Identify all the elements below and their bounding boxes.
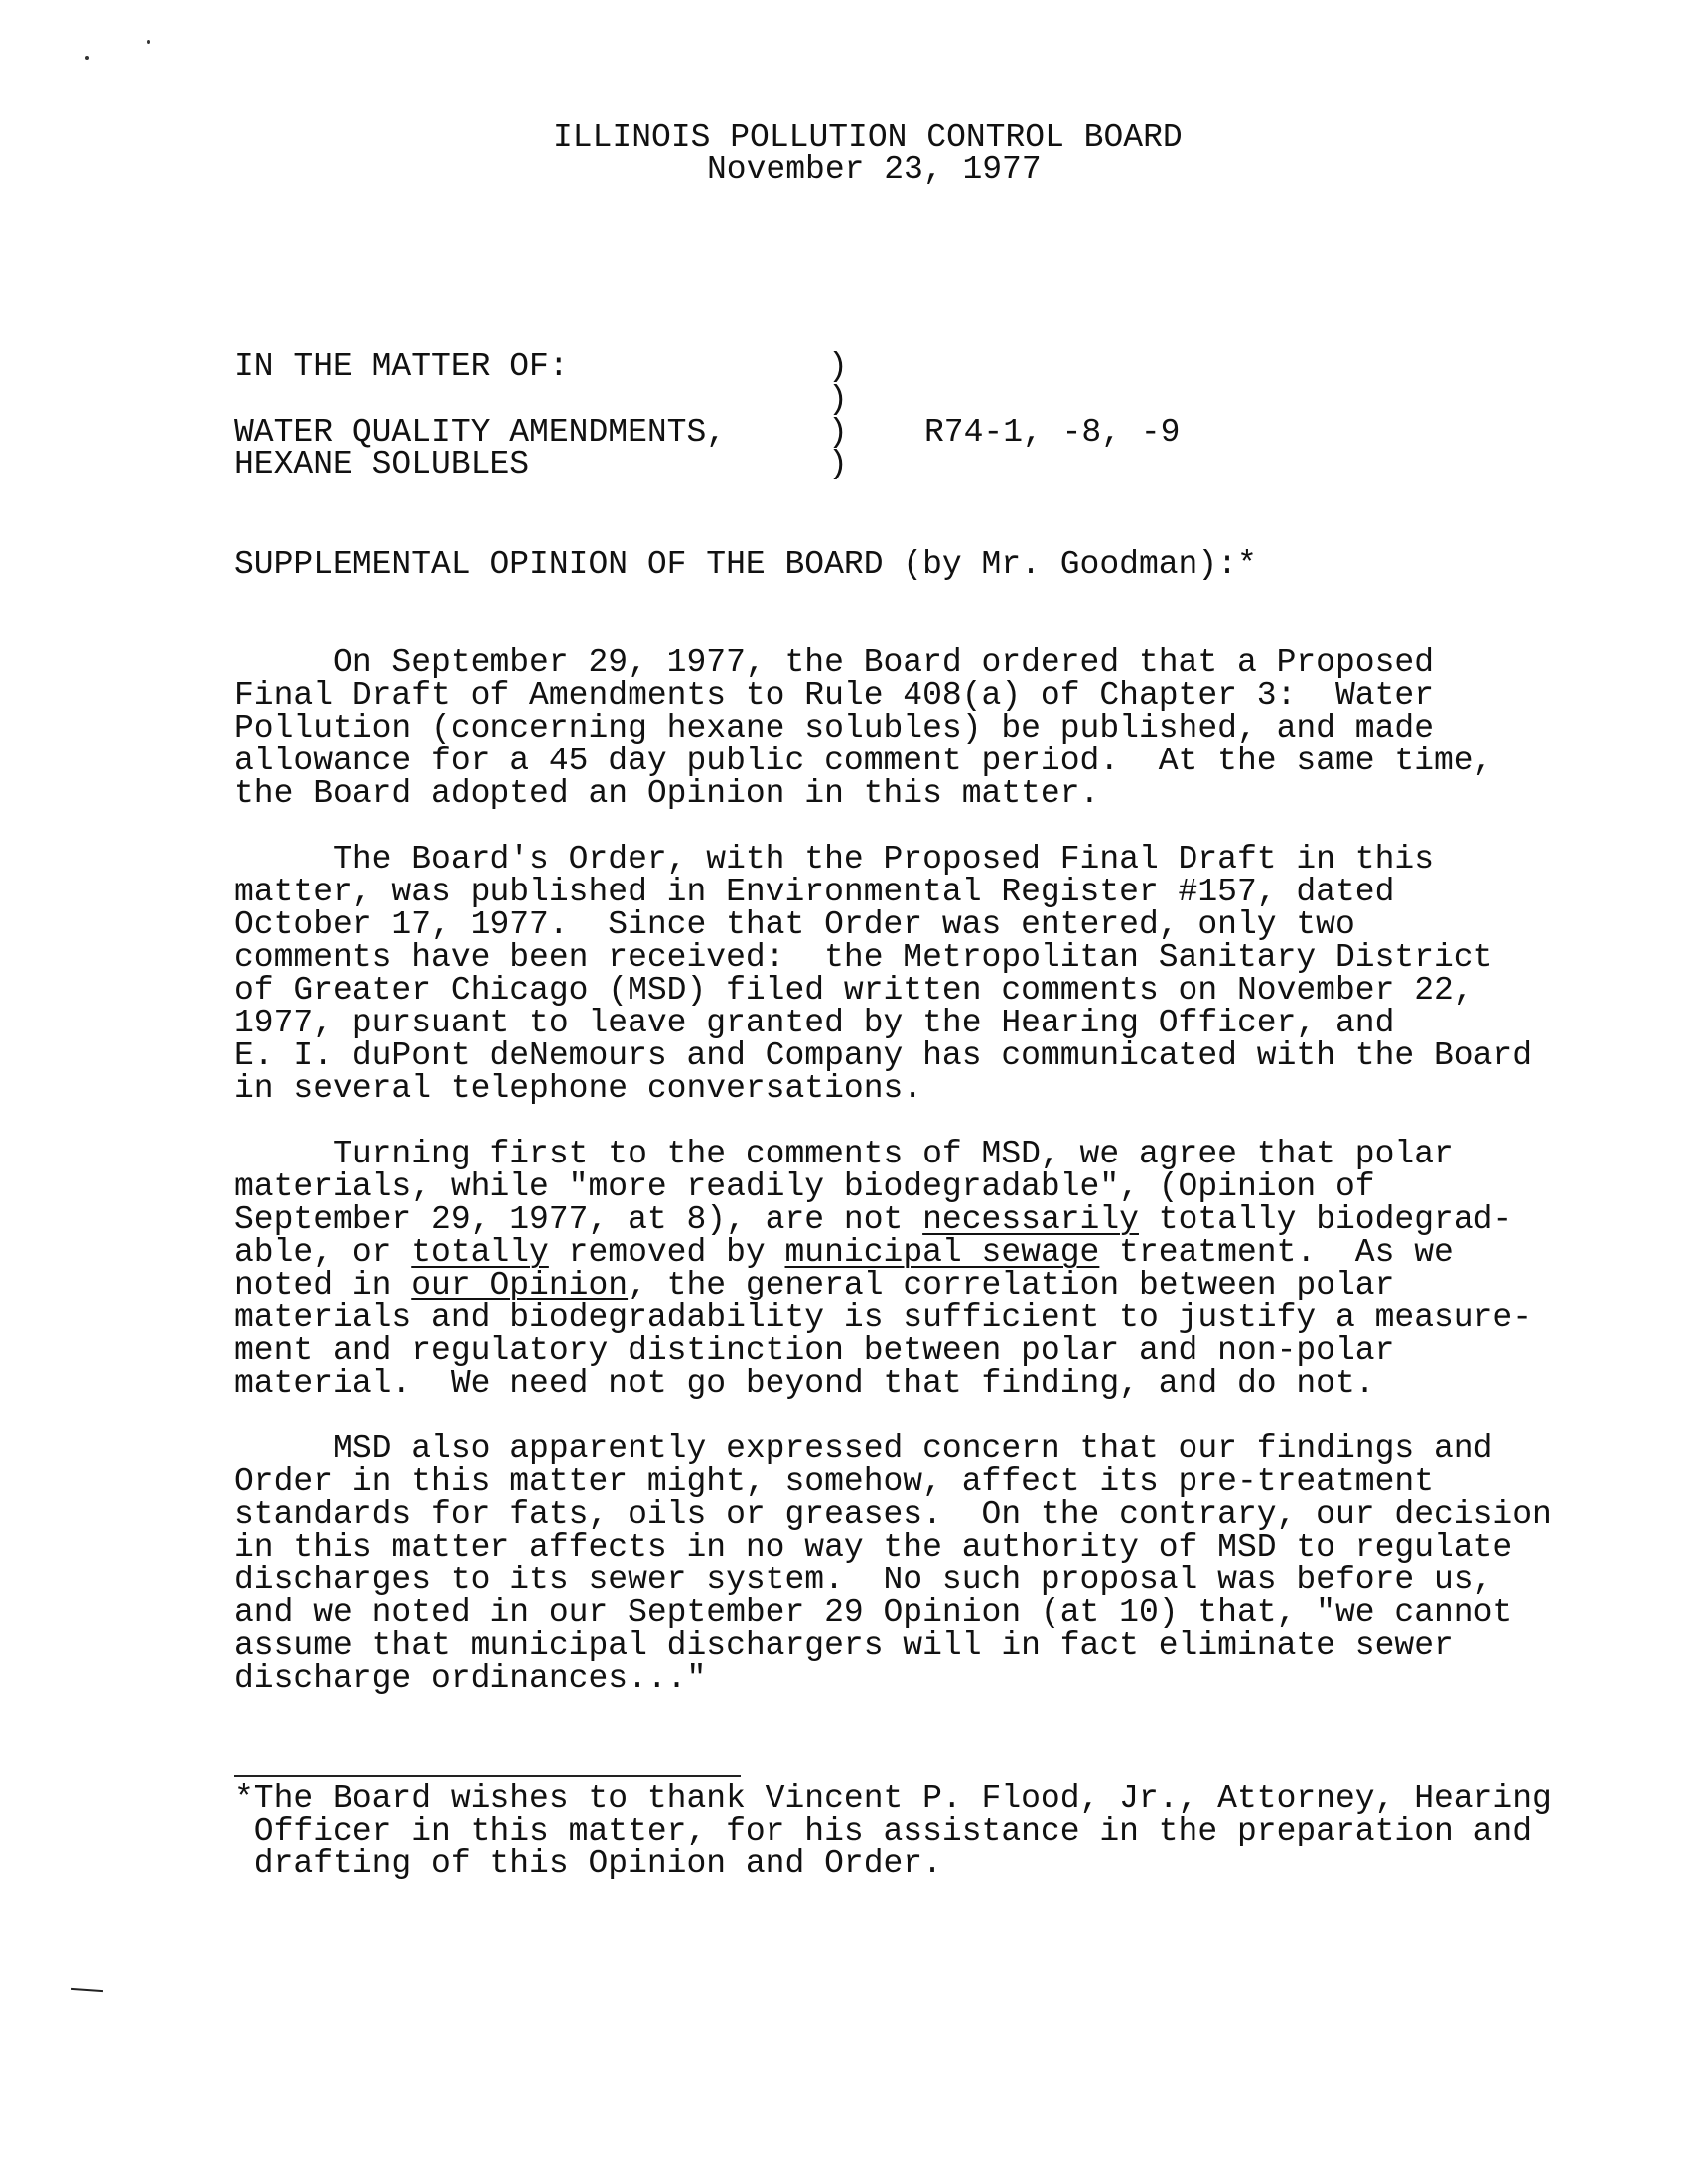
subject-line-2: HEXANE SOLUBLES: [234, 446, 530, 482]
text-run: noted in: [234, 1267, 412, 1303]
board-name: ILLINOIS POLLUTION CONTROL BOARD: [553, 119, 1183, 156]
matter-label: IN THE MATTER OF:: [234, 348, 569, 385]
paragraph-line: [234, 1269, 1394, 1301]
footnote-divider: [234, 1775, 741, 1777]
paragraph-line: On September 29, 1977, the Board ordered that a Proposed: [234, 644, 1434, 681]
footnote-line: Officer in this matter, for his assistance in the preparation and: [234, 1813, 1533, 1849]
caption-paren: ): [828, 414, 848, 451]
caption-paren: ): [828, 348, 848, 385]
paragraph-line: ment and regulatory distinction between polar and non-polar: [234, 1332, 1395, 1369]
paragraph-line: assume that municipal dischargers will in fact eliminate sewer: [234, 1627, 1454, 1664]
paragraph-line: E. I. duPont deNemours and Company has communicated with the Board: [234, 1037, 1533, 1074]
paragraph-line: the Board adopted an Opinion in this matter.: [234, 775, 1100, 812]
text-run: totally biodegrad-: [1138, 1201, 1513, 1238]
docket-number: R74-1, -8, -9: [924, 414, 1181, 451]
paragraph-line: Order in this matter might, somehow, affect its pre-treatment: [234, 1463, 1434, 1500]
scan-speck: [147, 40, 150, 44]
paragraph-line: material. We need not go beyond that finding, and do not.: [234, 1365, 1375, 1402]
paragraph-line: Turning first to the comments of MSD, we agree that polar: [234, 1136, 1454, 1172]
paragraph-line: The Board's Order, with the Proposed Final Draft in this: [234, 841, 1434, 878]
text-run: September 29, 1977, at 8), are not: [234, 1201, 923, 1238]
text-run: removed by: [548, 1234, 785, 1271]
paragraph-line: materials, while "more readily biodegradable", (Opinion of: [234, 1168, 1375, 1205]
text-run: able, or: [234, 1234, 412, 1271]
paragraph-line: of Greater Chicago (MSD) filed written comments on November 22,: [234, 972, 1474, 1009]
paragraph-line: October 17, 1977. Since that Order was entered, only two: [234, 906, 1355, 943]
paragraph-line: allowance for a 45 day public comment period. At the same time,: [234, 743, 1493, 779]
text-run: treatment. As we: [1099, 1234, 1454, 1271]
paragraph-line: and we noted in our September 29 Opinion (at 10) that, "we cannot: [234, 1594, 1513, 1631]
paragraph-line: comments have been received: the Metropolitan Sanitary District: [234, 939, 1493, 976]
paragraph-line: in several telephone conversations.: [234, 1070, 923, 1107]
caption-paren: ): [828, 381, 848, 418]
paragraph-line: MSD also apparently expressed concern that our findings and: [234, 1431, 1493, 1467]
scan-speck: [85, 56, 89, 60]
underlined-text: totally: [411, 1234, 549, 1271]
paragraph-line: discharge ordinances...": [234, 1660, 707, 1697]
paragraph-line: Final Draft of Amendments to Rule 408(a) of Chapter 3: Water: [234, 677, 1434, 714]
document-date: November 23, 1977: [707, 151, 1042, 188]
underlined-text: municipal sewage: [784, 1234, 1100, 1271]
paragraph-line: discharges to its sewer system. No such proposal was before us,: [234, 1562, 1493, 1598]
subject-line-1: WATER QUALITY AMENDMENTS,: [234, 414, 727, 451]
opinion-title: SUPPLEMENTAL OPINION OF THE BOARD (by Mr. Goodman):*: [234, 546, 1257, 583]
caption-paren: ): [828, 446, 848, 482]
paragraph-line: [234, 1236, 1454, 1269]
underlined-text: our Opinion: [411, 1267, 629, 1303]
footnote-line: drafting of this Opinion and Order.: [234, 1845, 942, 1882]
paragraph-line: standards for fats, oils or greases. On the contrary, our decision: [234, 1496, 1552, 1533]
paragraph-line: materials and biodegradability is sufficient to justify a measure-: [234, 1299, 1533, 1336]
text-run: , the general correlation between polar: [628, 1267, 1395, 1303]
paragraph-line: 1977, pursuant to leave granted by the Hearing Officer, and: [234, 1005, 1395, 1041]
underlined-text: necessarily: [922, 1201, 1139, 1238]
paragraph-line: matter, was published in Environmental Register #157, dated: [234, 874, 1395, 910]
scan-mark: [71, 1988, 103, 1992]
paragraph-line: Pollution (concerning hexane solubles) be published, and made: [234, 710, 1434, 747]
paragraph-line: [234, 1203, 1512, 1236]
footnote-line: *The Board wishes to thank Vincent P. Flood, Jr., Attorney, Hearing: [234, 1780, 1552, 1817]
paragraph-line: in this matter affects in no way the authority of MSD to regulate: [234, 1529, 1513, 1566]
